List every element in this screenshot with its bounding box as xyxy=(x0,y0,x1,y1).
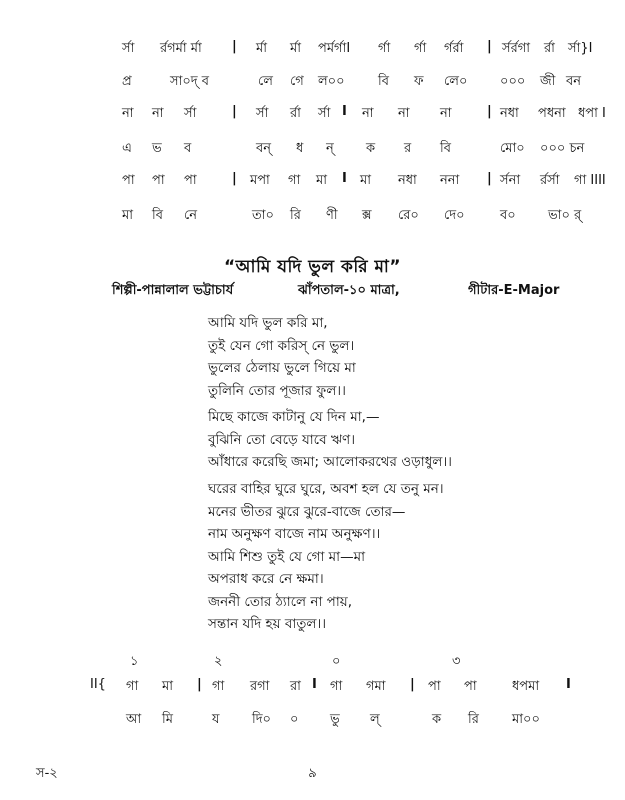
syllable: মি xyxy=(162,712,173,727)
bar-line: | xyxy=(410,677,415,692)
bar-line: I xyxy=(342,104,347,119)
note: র্রর্সা xyxy=(540,173,560,188)
note: পা xyxy=(152,173,165,188)
note: মপা xyxy=(250,173,270,188)
syllable: রি xyxy=(468,712,479,727)
bar-line: | xyxy=(232,104,237,119)
note: র্সর্রগা xyxy=(502,41,531,56)
note: র্সা xyxy=(318,106,331,121)
bar-line: | xyxy=(197,677,202,692)
note: নধা xyxy=(398,173,417,188)
note: র্গর্রা xyxy=(444,41,464,56)
lyrics-stanza-3 xyxy=(208,478,538,636)
bar-line: I xyxy=(342,171,347,186)
note: মা xyxy=(316,173,327,188)
note: র্রা xyxy=(290,106,301,121)
note: গা xyxy=(288,173,301,188)
note: গা xyxy=(330,679,343,694)
lyric-line: অপরাধ করে নে ক্ষমা। xyxy=(208,571,324,587)
syllable: ব xyxy=(184,141,192,156)
syllable: ফ xyxy=(414,74,424,89)
note: ধপা I xyxy=(578,106,606,121)
note: মা xyxy=(360,173,371,188)
syllable: বন xyxy=(566,74,581,89)
syllable: এ xyxy=(122,141,132,156)
syllable: র xyxy=(404,141,412,156)
syllable: দে০ xyxy=(444,208,465,223)
note: র্সা}I xyxy=(568,41,593,56)
note: র্গা xyxy=(414,41,427,56)
page-number: ৯ xyxy=(308,766,317,781)
syllable: য xyxy=(212,712,220,727)
bar-line: I xyxy=(312,677,317,692)
note: পধনা xyxy=(538,106,566,121)
artist-credit: শিল্পী-পান্নালাল ভট্টাচার্য xyxy=(112,283,234,298)
lyric-syllable-row-3 xyxy=(0,206,625,228)
note: না xyxy=(152,106,164,121)
beat-marker: ১ xyxy=(130,654,139,669)
note: না xyxy=(398,106,410,121)
syllable: মা xyxy=(122,208,133,223)
lyric-syllable-row-2 xyxy=(0,139,625,161)
syllable: ব০ xyxy=(500,208,516,223)
syllable: নে xyxy=(184,208,198,223)
syllable: ধ xyxy=(296,141,304,156)
lyric-line: ঘরের বাহির ঘুরে ঘুরে, অবশ হল যে তনু মন। xyxy=(208,481,444,497)
syllable: সা০দ্‌ ব xyxy=(170,74,210,89)
syllable: মো০ xyxy=(500,141,525,156)
syllable: ০ xyxy=(290,712,299,727)
note: র্মা xyxy=(290,41,301,56)
note: পা xyxy=(464,679,477,694)
syllable: বি xyxy=(378,74,389,89)
syllable: লে০ xyxy=(444,74,468,89)
note: র্রা xyxy=(544,41,555,56)
notation-row-3 xyxy=(0,171,625,193)
note: না xyxy=(122,106,134,121)
lyric-syllable-row-bottom xyxy=(0,710,625,732)
syllable: দি০ xyxy=(252,712,272,727)
beat-marker-row xyxy=(0,652,625,674)
syllable: জী xyxy=(540,74,556,89)
note: গা xyxy=(126,679,139,694)
note: পা xyxy=(184,173,197,188)
note: না xyxy=(440,106,452,121)
beat-marker: ০ xyxy=(332,654,341,669)
bar-line: | xyxy=(487,171,492,186)
syllable: ক্স xyxy=(362,208,372,223)
syllable: মা০০ xyxy=(512,712,540,727)
lyric-line: নাম অনুক্ষণ বাজে নাম অনুক্ষণ।। xyxy=(208,526,381,542)
note: গা IIII xyxy=(574,173,606,188)
syllable: ০০০ xyxy=(500,74,526,89)
syllable: ক xyxy=(366,141,376,156)
syllable: ০০০ চন xyxy=(540,141,585,156)
lyric-line: আঁধারে করেছি জমা; আলোকরথের ওড়াধুল।। xyxy=(208,454,452,470)
syllable: বি xyxy=(152,208,163,223)
note: র্সনা xyxy=(500,173,521,188)
notation-row-1 xyxy=(0,39,625,61)
lyric-line: তুই যেন গো করিস্‌ নে ভুল। xyxy=(208,337,355,354)
note: পর্মর্গাI xyxy=(318,41,351,56)
beat-marker: ২ xyxy=(214,654,223,669)
syllable: ভা০ র্‌ xyxy=(548,208,582,223)
lyric-line: জননী তোর ঠ্যালে না পায়, xyxy=(208,593,352,610)
lyric-line: তুলিনি তোর পূজার ফুল।। xyxy=(208,382,346,399)
song-title: “আমি যদি ভুল করি মা” xyxy=(223,257,402,277)
guitar-key: গীটার-E-Major xyxy=(468,283,560,298)
note: মা xyxy=(162,679,173,694)
note: রগা xyxy=(250,679,270,694)
lyric-line: আমি যদি ভুল করি মা, xyxy=(208,315,328,331)
lyrics-stanza-2 xyxy=(208,406,538,474)
note: র্মা xyxy=(256,41,267,56)
syllable: রে০ xyxy=(398,208,419,223)
note: র্সা xyxy=(122,41,135,56)
beat-marker: ৩ xyxy=(452,654,461,669)
note: র্সা xyxy=(256,106,269,121)
note: পা xyxy=(428,679,441,694)
note: র্গা xyxy=(378,41,391,56)
bar-line: I xyxy=(566,677,571,692)
note: রা xyxy=(290,679,301,694)
note: র্রগর্মা র্মা xyxy=(160,41,202,56)
note: নধা xyxy=(500,106,519,121)
lyric-line: বুঝিনি তো বেড়ে যাবে ঋণ। xyxy=(208,431,356,448)
note: ননা xyxy=(440,173,460,188)
syllable: রি xyxy=(290,208,301,223)
syllable: ন্‌ xyxy=(326,141,334,156)
bar-line: | xyxy=(487,39,492,54)
lyric-line: মিছে কাজে কাটানু যে দিন মা,— xyxy=(208,409,380,425)
section-label: স-২ xyxy=(36,766,58,781)
taal-info: ঝাঁপতাল-১০ মাত্রা, xyxy=(298,283,400,298)
note: গা xyxy=(212,679,225,694)
syllable: ণী xyxy=(326,208,338,223)
notation-row-2 xyxy=(0,104,625,126)
syllable: ক xyxy=(432,712,442,727)
lyric-line: ভুলের ঠেলায় ভুলে গিয়ে মা xyxy=(208,360,356,376)
syllable: বি xyxy=(440,141,451,156)
syllable: প্র xyxy=(122,74,132,89)
lyric-line: আমি শিশু তুই যে গো মা—মা xyxy=(208,548,366,565)
note: না xyxy=(362,106,374,121)
syllable: বন্‌ xyxy=(256,141,271,156)
syllable: আ xyxy=(126,712,142,727)
lyric-line: মনের ভীতর ঝুরে ঝুরে-বাজে তোর— xyxy=(208,503,406,520)
notation-row-bottom xyxy=(0,677,625,699)
syllable: ভু xyxy=(330,712,340,727)
lyrics-stanza-1 xyxy=(208,312,538,402)
note: র্সা xyxy=(184,106,197,121)
note: ধপমা xyxy=(512,679,540,694)
note: গমা xyxy=(366,679,386,694)
bar-line: | xyxy=(232,171,237,186)
note: II{ xyxy=(90,677,106,692)
bar-line: | xyxy=(487,104,492,119)
syllable: গে xyxy=(290,74,304,89)
note: পা xyxy=(122,173,135,188)
syllable: তা০ xyxy=(252,208,274,223)
syllable: ল্ xyxy=(370,712,380,727)
lyric-syllable-row-1 xyxy=(0,72,625,94)
lyric-line: সন্তান যদি হয় বাতুল।। xyxy=(208,616,327,632)
syllable: ল০০ xyxy=(318,74,345,89)
syllable: লে xyxy=(258,74,273,89)
syllable: ভ xyxy=(152,141,162,156)
bar-line: | xyxy=(232,39,237,54)
